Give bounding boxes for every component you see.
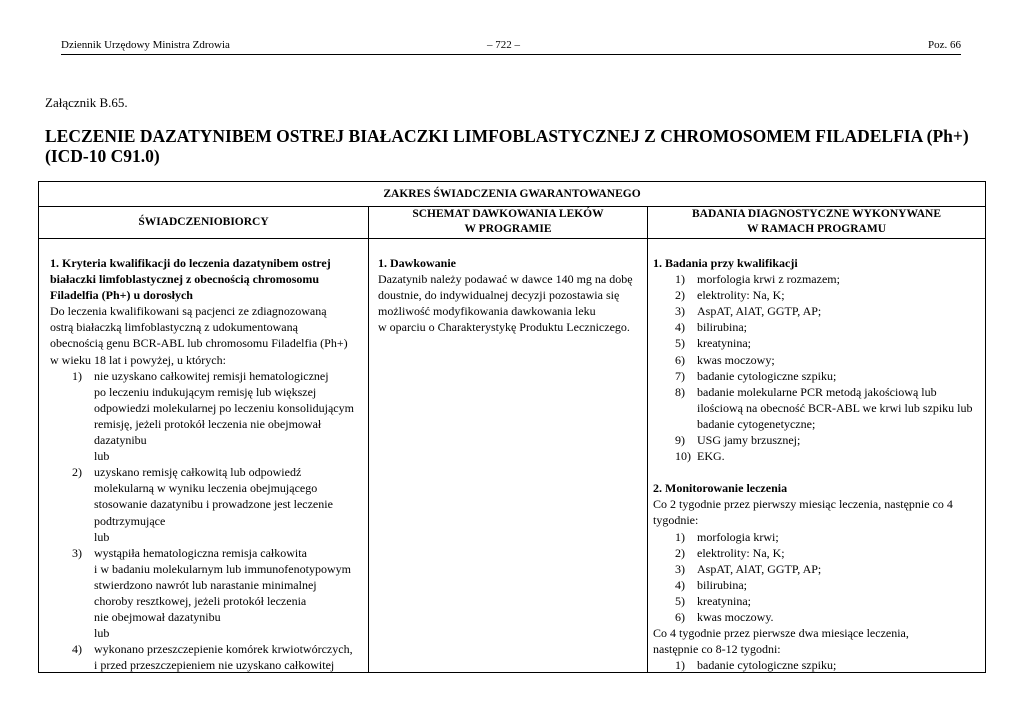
list-item-number: 2)	[72, 465, 82, 480]
list-item-line: badanie molekularne PCR metodą jakościową lub	[697, 384, 937, 399]
beneficiaries-column	[50, 255, 358, 673]
diagnostics-column	[653, 255, 981, 673]
list-item-number: 2)	[675, 288, 685, 303]
table-rule-headers	[39, 238, 985, 239]
list-item	[50, 464, 358, 544]
column-header-beneficiaries: ŚWIADCZENIOBIORCY	[138, 216, 269, 228]
list-item-number: 8)	[675, 384, 685, 399]
list-item-number: 2)	[675, 545, 685, 560]
list-item-line: USG jamy brzusznej;	[697, 433, 801, 448]
dosage-text-line: możliwość modyfikowania dawkowania leku	[378, 304, 596, 319]
list-item-line: badanie cytologiczne szpiku;	[697, 368, 837, 383]
list-item-number: 7)	[675, 368, 685, 383]
list-item	[653, 609, 981, 625]
criteria-intro-line: Do leczenia kwalifikowani są pacjenci ze zdiagnozowaną	[50, 304, 327, 319]
criteria-intro-line: ostrą białaczką limfoblastyczną z udokumentowaną	[50, 320, 298, 335]
list-item-line: stwierdzono nawrót lub narastanie minimalnej	[94, 577, 317, 592]
criteria-intro-line: obecnością genu BCR-ABL lub chromosomu Filadelfia (Ph+)	[50, 336, 348, 351]
monitoring-schedule-line: następnie co 8-12 tygodni:	[653, 642, 781, 657]
list-item-line: nie uzyskano całkowitej remisji hematologicznej	[94, 368, 329, 383]
list-item-line: kwas moczowy.	[697, 609, 774, 624]
list-item-conjunction: lub	[94, 626, 110, 641]
list-item	[653, 287, 981, 303]
running-header	[61, 38, 961, 54]
list-item-line: EKG.	[697, 449, 725, 464]
list-item-line: elektrolity: Na, K;	[697, 545, 785, 560]
list-item-number: 1)	[72, 368, 82, 383]
list-item-number: 1)	[675, 272, 685, 287]
dosage-column	[378, 255, 640, 335]
list-item-line: wystąpiła hematologiczna remisja całkowita	[94, 545, 307, 560]
list-item	[653, 593, 981, 609]
list-item-line: molekularną w wyniku leczenia obejmującego	[94, 481, 318, 496]
list-item-line: kreatynina;	[697, 593, 751, 608]
list-item-number: 6)	[675, 609, 685, 624]
column-header-dosage-line-1: SCHEMAT DAWKOWANIA LEKÓW	[412, 208, 604, 220]
journal-name: Dziennik Urzędowy Ministra Zdrowia	[61, 39, 230, 51]
list-item-number: 5)	[675, 336, 685, 351]
list-item	[653, 529, 981, 545]
list-item-number: 9)	[675, 433, 685, 448]
monitoring-intro-line: tygodnie:	[653, 513, 699, 528]
table-divider-1	[368, 206, 369, 672]
criteria-heading-line: białaczki limfoblastycznej z obecnością chromosomu	[50, 272, 320, 287]
list-item-line: badanie cytogenetyczne;	[697, 416, 816, 431]
list-item-number: 4)	[675, 320, 685, 335]
list-item	[653, 448, 981, 464]
monitoring-intro-line: Co 2 tygodnie przez pierwszy miesiąc leczenia, następnie co 4	[653, 497, 953, 512]
list-item	[50, 368, 358, 465]
list-item-number: 4)	[72, 642, 82, 657]
list-item	[653, 384, 981, 432]
program-table	[38, 181, 986, 673]
list-item-line: morfologia krwi z rozmazem;	[697, 272, 840, 287]
spacer	[653, 464, 981, 480]
list-item	[653, 335, 981, 351]
list-item-line: badanie cytologiczne szpiku;	[697, 658, 837, 673]
list-item	[653, 561, 981, 577]
list-item-number: 1)	[675, 658, 685, 673]
column-header-dosage-line-2: W PROGRAMIE	[464, 223, 552, 235]
list-item-number: 4)	[675, 577, 685, 592]
list-item-number: 1)	[675, 529, 685, 544]
dosage-text-line: doustnie, do indywidualnej decyzji pozostawia się	[378, 288, 620, 303]
list-item-number: 5)	[675, 593, 685, 608]
list-item-line: ilościową na obecność BCR-ABL we krwi lub szpiku lub	[697, 400, 973, 415]
list-item-line: bilirubina;	[697, 577, 747, 592]
document-title	[45, 126, 975, 166]
list-item	[653, 319, 981, 335]
dosage-text-line: w oparciu o Charakterystykę Produktu Leczniczego.	[378, 320, 630, 335]
list-item	[653, 432, 981, 448]
list-item-number: 3)	[72, 545, 82, 560]
list-item-line: elektrolity: Na, K;	[697, 288, 785, 303]
scope-header: ZAKRES ŚWIADCZENIA GWARANTOWANEGO	[383, 188, 641, 200]
list-item	[653, 303, 981, 319]
column-header-dosage	[369, 207, 647, 237]
list-item-line: AspAT, AlAT, GGTP, AP;	[697, 561, 822, 576]
list-item-line: uzyskano remisję całkowitą lub odpowiedź	[94, 465, 302, 480]
dosage-heading: 1. Dawkowanie	[378, 256, 457, 270]
page-number: – 722 –	[487, 39, 520, 51]
list-item-line: kwas moczowy;	[697, 352, 775, 367]
position-number: Poz. 66	[928, 39, 961, 51]
dosage-text-line: Dazatynib należy podawać w dawce 140 mg na dobę	[378, 272, 633, 287]
column-header-diagnostics-line-2: W RAMACH PROGRAMU	[746, 223, 887, 235]
list-item	[653, 577, 981, 593]
list-item-number: 10)	[675, 449, 691, 464]
list-item	[653, 368, 981, 384]
list-item-line: po leczeniu indukującym remisję lub większej	[94, 384, 317, 399]
criteria-heading-line: 1. Kryteria kwalifikacji do leczenia dazatynibem ostrej	[50, 256, 331, 270]
column-header-diagnostics-line-1: BADANIA DIAGNOSTYCZNE WYKONYWANE	[692, 208, 941, 220]
qualification-tests-heading: 1. Badania przy kwalifikacji	[653, 256, 798, 270]
list-item-line: stosowanie dazatynibu i prowadzone jest leczenie	[94, 497, 333, 512]
criteria-heading-line: Filadelfia (Ph+) u dorosłych	[50, 288, 193, 303]
list-item-line: nie obejmował dazatynibu	[94, 610, 221, 625]
list-item	[50, 545, 358, 642]
list-item-line: dazatynibu	[94, 433, 147, 448]
list-item-line: odpowiedzi molekularnej po leczeniu konsolidującym	[94, 400, 354, 415]
list-item-conjunction: lub	[94, 529, 110, 544]
list-item-line: morfologia krwi;	[697, 529, 779, 544]
header-rule	[61, 54, 961, 55]
monitoring-heading: 2. Monitorowanie leczenia	[653, 481, 788, 496]
list-item	[50, 641, 358, 673]
annex-label: Załącznik B.65.	[45, 95, 128, 110]
list-item	[653, 545, 981, 561]
list-item-line: kreatynina;	[697, 336, 751, 351]
list-item-line: choroby resztkowej, jeżeli protokół leczenia	[94, 593, 307, 608]
list-item-line: wykonano przeszczepienie komórek krwiotwórczych,	[94, 642, 353, 657]
list-item-number: 6)	[675, 352, 685, 367]
title-line-2: (ICD-10 C91.0)	[45, 146, 160, 166]
table-divider-2	[647, 206, 648, 672]
list-item-line: bilirubina;	[697, 320, 747, 335]
list-item-number: 3)	[675, 304, 685, 319]
list-item	[653, 271, 981, 287]
column-header-diagnostics	[648, 207, 985, 237]
list-item	[653, 352, 981, 368]
list-item	[653, 657, 981, 673]
list-item-line: remisję, jeżeli protokół leczenia nie obejmował	[94, 416, 322, 431]
criteria-intro-line: w wieku 18 lat i powyżej, u których:	[50, 352, 226, 367]
list-item-line: i w badaniu molekularnym lub immunofenotypowym	[94, 561, 351, 576]
list-item-line: i przed przeszczepieniem nie uzyskano całkowitej	[94, 658, 335, 673]
monitoring-schedule-line: Co 4 tygodnie przez pierwsze dwa miesiące leczenia,	[653, 626, 909, 641]
list-item-number: 3)	[675, 561, 685, 576]
list-item-line: podtrzymujące	[94, 513, 166, 528]
list-item-conjunction: lub	[94, 449, 110, 464]
list-item-line: AspAT, AlAT, GGTP, AP;	[697, 304, 822, 319]
title-line-1: LECZENIE DAZATYNIBEM OSTREJ BIAŁACZKI LIMFOBLASTYCZNEJ Z CHROMOSOMEM FILADELFIA (Ph+)	[45, 126, 969, 146]
